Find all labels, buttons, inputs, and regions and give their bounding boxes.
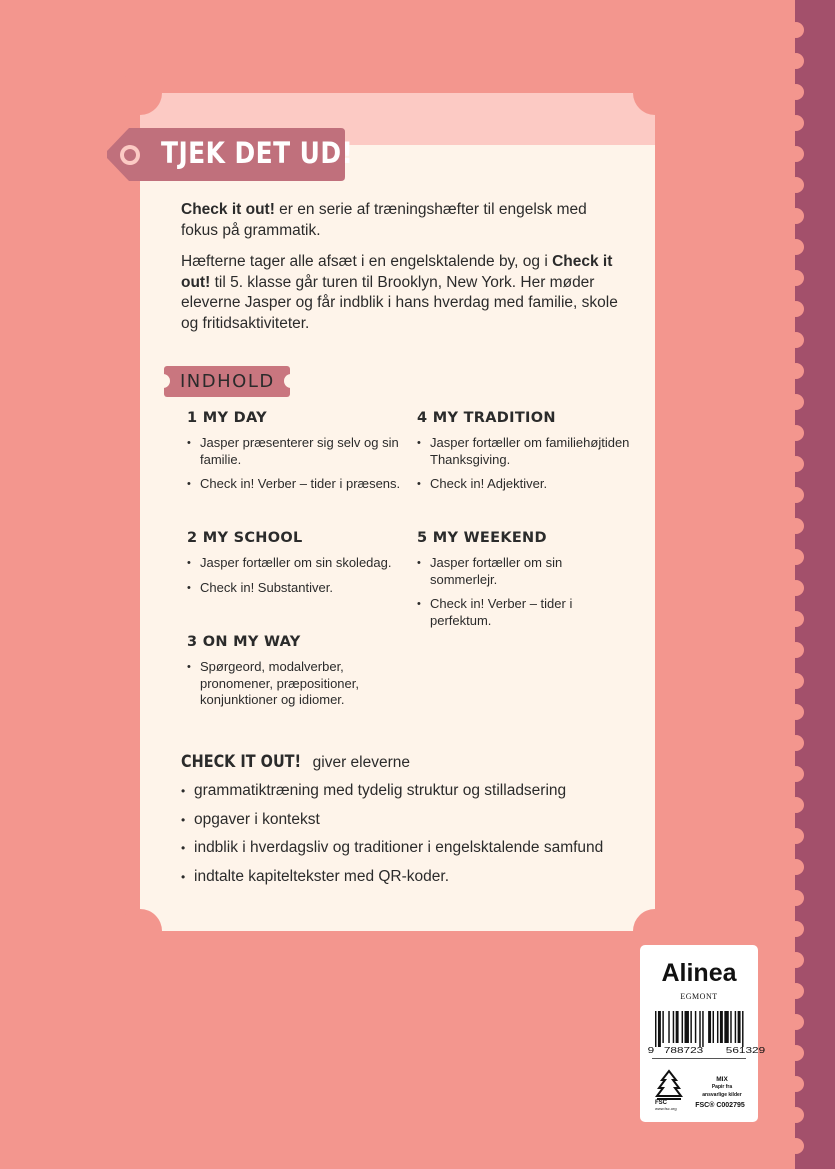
perforation-hole [788,208,804,224]
perforation-hole [788,952,804,968]
perforation-hole [788,642,804,658]
barcode-bar [713,1011,714,1043]
intro-paragraph-1: Check it out! er en serie af træningshæfter til engelsk med fokus på grammatik. [181,201,587,239]
perforation-hole [788,549,804,565]
perforation-hole [788,797,804,813]
perforation-hole [788,456,804,472]
list-item: • Check in! Adjektiver. [417,476,632,493]
barcode-bar [699,1011,700,1047]
benefits-section [181,752,631,895]
list-item: • grammatiktræning med tydelig struktur og stilladsering [181,781,631,801]
fsc-tree-icon [653,1069,685,1101]
isbn-part-a: 788723 [663,1046,704,1056]
perforation-hole [788,270,804,286]
perforation-hole [788,921,804,937]
fsc-label: FSC www.fsc.org [655,1100,677,1111]
barcode-bar [720,1011,723,1043]
publisher-sub: EGMONT [680,992,718,1001]
barcode-bar [695,1011,696,1043]
perforation-hole [788,518,804,534]
perforation-hole [788,22,804,38]
chapter-title: 3 ON MY WAY [187,634,301,650]
perforation-hole [788,53,804,69]
barcode-bar [702,1011,703,1047]
perforation-hole [788,611,804,627]
perforation-hole [788,394,804,410]
chapter-5 [417,530,632,637]
perforation-hole [788,239,804,255]
perforation-hole [788,115,804,131]
perforation-hole [788,1045,804,1061]
fsc-mix: MIX Papir fra ansvarlige kilder [702,1076,742,1098]
barcode-bar [735,1011,736,1043]
perforation-hole [788,425,804,441]
perforation-hole [788,704,804,720]
chapter-title: 5 MY WEEKEND [417,530,547,546]
intro-paragraph-2: Hæfterne tager alle afsæt i en engelsktalende by, og i Check it out! til 5. klasse går turen til Brooklyn, New York. Her møder eleverne Jasper og får indblik i hans hverdag med familie, skole og fritidsaktiviteter. [181,253,618,332]
list-item: • Jasper fortæller om sin skoledag. [187,555,402,572]
barcode-bar [730,1011,731,1043]
perforation-hole [788,859,804,875]
benefits-heading: CHECK IT OUT! giver eleverne [181,752,411,772]
barcode [647,1011,766,1056]
chapter-1 [187,410,402,501]
perforation-hole [788,673,804,689]
perforation-hole [788,177,804,193]
barcode-bar [738,1011,741,1043]
barcode-bar [685,1011,689,1043]
perforation-hole [788,766,804,782]
barcode-bar [717,1011,718,1043]
list-item: • Jasper præsenterer sig selv og sin familie. [187,435,402,468]
perforation-hole [788,1138,804,1154]
list-item: • opgaver i kontekst [181,810,631,830]
list-item: • Check in! Substantiver. [187,580,402,597]
chapter-title: 1 MY DAY [187,410,267,426]
chapter-3 [187,634,402,717]
list-item: • indtalte kapiteltekster med QR-koder. [181,867,631,887]
intro-text [181,200,621,345]
barcode-bar [662,1011,663,1043]
list-item: • Check in! Verber – tider i perfektum. [417,596,632,629]
list-item: • Check in! Verber – tider i præsens. [187,476,402,493]
perforation-hole [788,84,804,100]
perforation-hole [788,363,804,379]
perforation-hole [788,1076,804,1092]
barcode-bar [655,1011,656,1047]
barcode-bar [658,1011,661,1047]
perforation-hole [788,332,804,348]
barcode-bar [673,1011,674,1043]
fsc-code: FSC® C002795 [695,1102,745,1109]
isbn-part-b: 561329 [725,1046,766,1056]
perforation-hole [788,890,804,906]
perforation-hole [788,1107,804,1123]
contents-label: INDHOLD [164,366,290,397]
barcode-bar [724,1011,728,1043]
barcode-bar [668,1011,669,1043]
list-item: • Jasper fortæller om sin sommerlejr. [417,555,632,588]
barcode-bar [676,1011,679,1043]
publisher-box [640,945,766,1122]
perforation-hole [788,735,804,751]
isbn-lead: 9 [647,1046,655,1056]
chapter-title: 2 MY SCHOOL [187,530,303,546]
barcode-bar [690,1011,691,1043]
perforation-hole [788,146,804,162]
barcode-bar [682,1011,683,1043]
barcode-bar [742,1011,743,1047]
perforation-hole [788,301,804,317]
list-item: • Jasper fortæller om familiehøjtiden Thanksgiving. [417,435,632,468]
perforation-hole [788,983,804,999]
list-item: • Spørgeord, modalverber, pronomener, præpositioner, konjunktioner og idiomer. [187,659,402,709]
list-item: • indblik i hverdagsliv og traditioner i engelsktalende samfund [181,838,631,858]
title-tag [107,128,354,181]
perforation-hole [788,487,804,503]
chapter-4 [417,410,632,501]
perforation-hole [788,580,804,596]
page-title: TJEK DET UD! [161,136,354,170]
chapter-2 [187,530,402,604]
publisher-logo: Alinea [661,959,737,987]
perforation-hole [788,1014,804,1030]
barcode-bar [708,1011,711,1043]
perforated-edge [795,0,835,1169]
perforation-hole [788,828,804,844]
chapter-title: 4 MY TRADITION [417,410,556,426]
